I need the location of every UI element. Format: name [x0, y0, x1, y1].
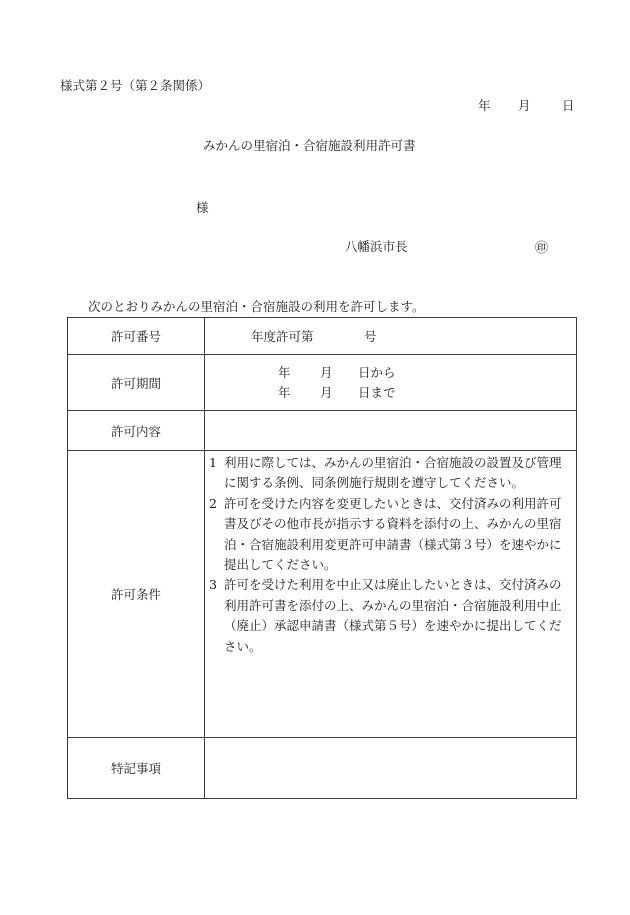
permit-content-label: 許可内容 [68, 411, 205, 451]
permit-number-suffix: 号 [364, 329, 377, 344]
condition-item [209, 575, 570, 657]
condition-number: 1 [209, 455, 217, 470]
table-row-permit-number [68, 318, 577, 355]
permit-table [67, 317, 577, 799]
date-year: 年 [478, 98, 491, 113]
permit-content-value [205, 411, 577, 451]
condition-item [209, 494, 570, 576]
document-title: みかんの里宿泊・合宿施設利用許可書 [203, 138, 416, 153]
condition-text: 利用に際しては、みかんの里宿泊・合宿施設の設置及び管理に関する条例、同条例施行規則を遵守してください。 [224, 455, 562, 491]
table-row-permit-conditions [68, 451, 577, 738]
date-month: 月 [518, 98, 531, 113]
recipient-honorific: 様 [196, 200, 209, 215]
table-row-special-notes [68, 738, 577, 799]
table-row-permit-period [68, 355, 577, 411]
period-to-year: 年 [278, 384, 291, 400]
period-to-day: 日まで [358, 384, 396, 400]
issuer-name: 八幡浜市長 [345, 239, 408, 254]
permit-conditions-label: 許可条件 [68, 451, 205, 738]
condition-number: 2 [209, 495, 217, 511]
period-to [278, 383, 576, 403]
issue-date [478, 96, 575, 114]
special-notes-value [205, 738, 577, 799]
permit-number-label: 許可番号 [68, 318, 205, 355]
form-number: 様式第２号（第２条関係） [60, 78, 211, 93]
period-to-month: 月 [320, 384, 333, 400]
seal-mark: ㊞ [535, 241, 549, 256]
period-from-year: 年 [278, 364, 291, 380]
condition-text: 許可を受けた内容を変更したいときは、交付済みの利用許可書及びその他市長が指示する資料を添付の上、みかんの里宿泊・合宿施設利用変更許可申請書（様式第３号）を速やかに提出してください。 [224, 495, 562, 573]
permit-period-label: 許可期間 [68, 355, 205, 411]
permit-conditions-value [205, 451, 577, 738]
condition-item [209, 453, 570, 494]
special-notes-label: 特記事項 [68, 738, 205, 799]
period-from-month: 月 [320, 364, 333, 380]
condition-number: 3 [209, 577, 217, 593]
permit-number-value [205, 318, 577, 355]
date-day: 日 [562, 98, 575, 113]
condition-text: 許可を受けた利用を中止又は廃止したいときは、交付済みの利用許可書を添付の上、みかんの里宿泊・合宿施設利用中止（廃止）承認申請書（様式第５号）を速やかに提出してください。 [224, 577, 562, 654]
intro-text: 次のとおりみかんの里宿泊・合宿施設の利用を許可します。 [88, 299, 425, 314]
period-from-day: 日から [358, 364, 396, 380]
permit-number-prefix: 年度許可第 [251, 329, 314, 344]
permit-period-value [205, 355, 577, 411]
table-row-permit-content [68, 411, 577, 451]
period-from [278, 363, 576, 383]
